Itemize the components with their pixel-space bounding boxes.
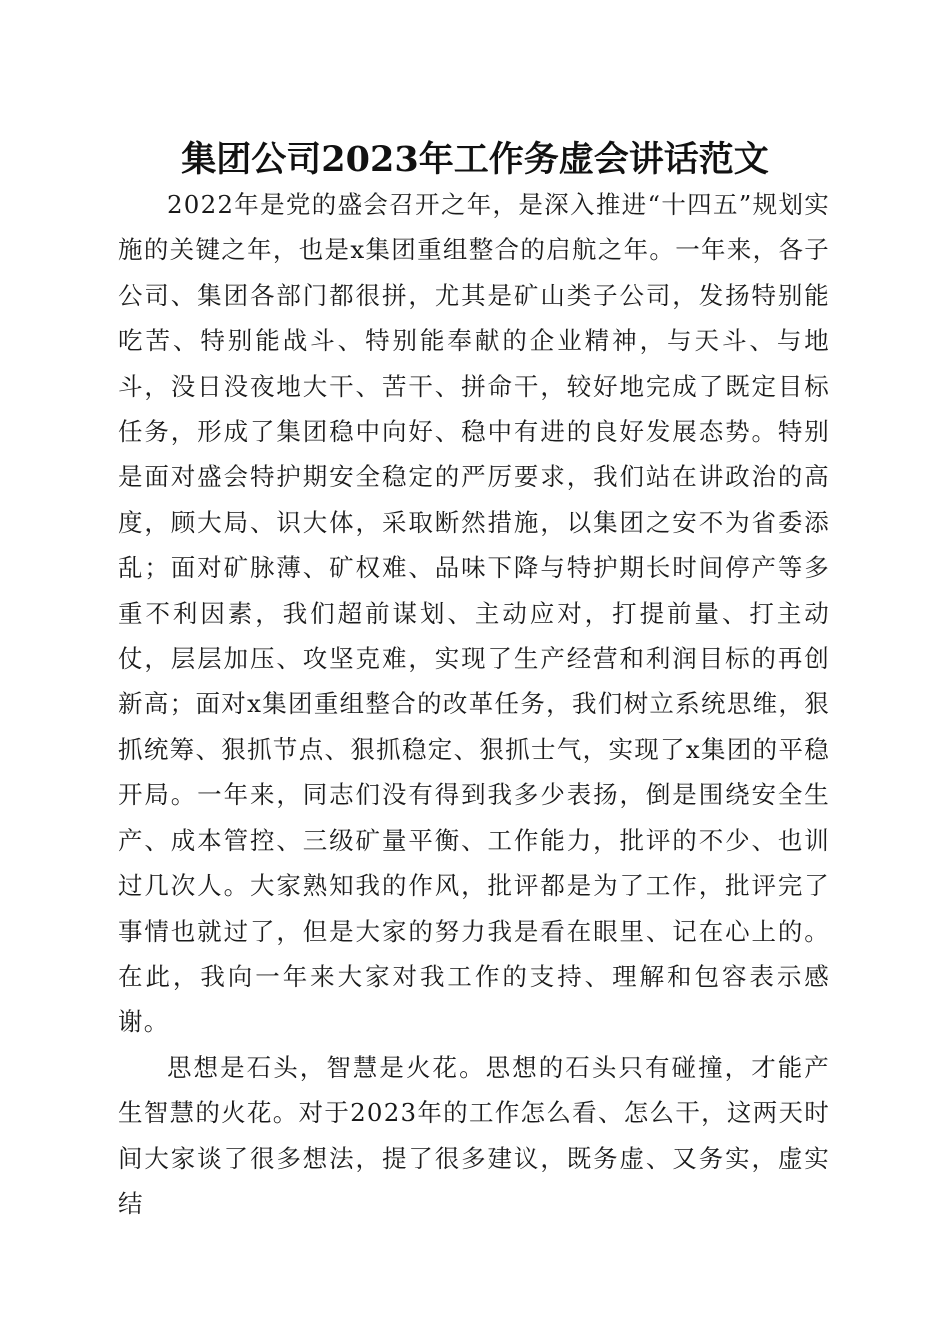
paragraph-2: 思想是石头，智慧是火花。思想的石头只有碰撞，才能产生智慧的火花。对于2023年的工作怎么看、怎么干，这两天时间大家谈了很多想法，提了很多建议，既务虚、又务实，虚实结 xyxy=(118,1052,830,1218)
document-body xyxy=(118,182,830,1226)
paragraph-1: 2022年是党的盛会召开之年，是深入推进“十四五”规划实施的关键之年，也是x集团重组整合的启航之年。一年来，各子公司、集团各部门都很拼，尤其是矿山类子公司，发扬特别能吃苦、特别能战斗、特别能奉献的企业精神，与天斗、与地斗，没日没夜地大干、苦干、拼命干，较好地完成了既定目标任务，形成了集团稳中向好、稳中有进的良好发展态势。特别是面对盛会特护期安全稳定的严厉要求，我们站在讲政治的高度，顾大局、识大体，采取断然措施，以集团之安不为省委添乱；面对矿脉薄、矿权难、品味下降与特护期长时间停产等多重不利因素，我们超前谋划、主动应对，打提前量、打主动仗，层层加压、攻坚克难，实现了生产经营和利润目标的再创新高；面对x集团重组整合的改革任务，我们树立系统思维，狠抓统筹、狠抓节点、狠抓稳定、狠抓士气，实现了x集团的平稳开局。一年来，同志们没有得到我多少表扬，倒是围绕安全生产、成本管控、三级矿量平衡、工作能力，批评的不少、也训过几次人。大家熟知我的作风，批评都是为了工作，批评完了事情也就过了，但是大家的努力我是看在眼里、记在心上的。在此，我向一年来大家对我工作的支持、理解和包容表示感谢。 xyxy=(118,190,830,1037)
document-title: 集团公司2023年工作务虚会讲话范文 xyxy=(181,139,769,180)
